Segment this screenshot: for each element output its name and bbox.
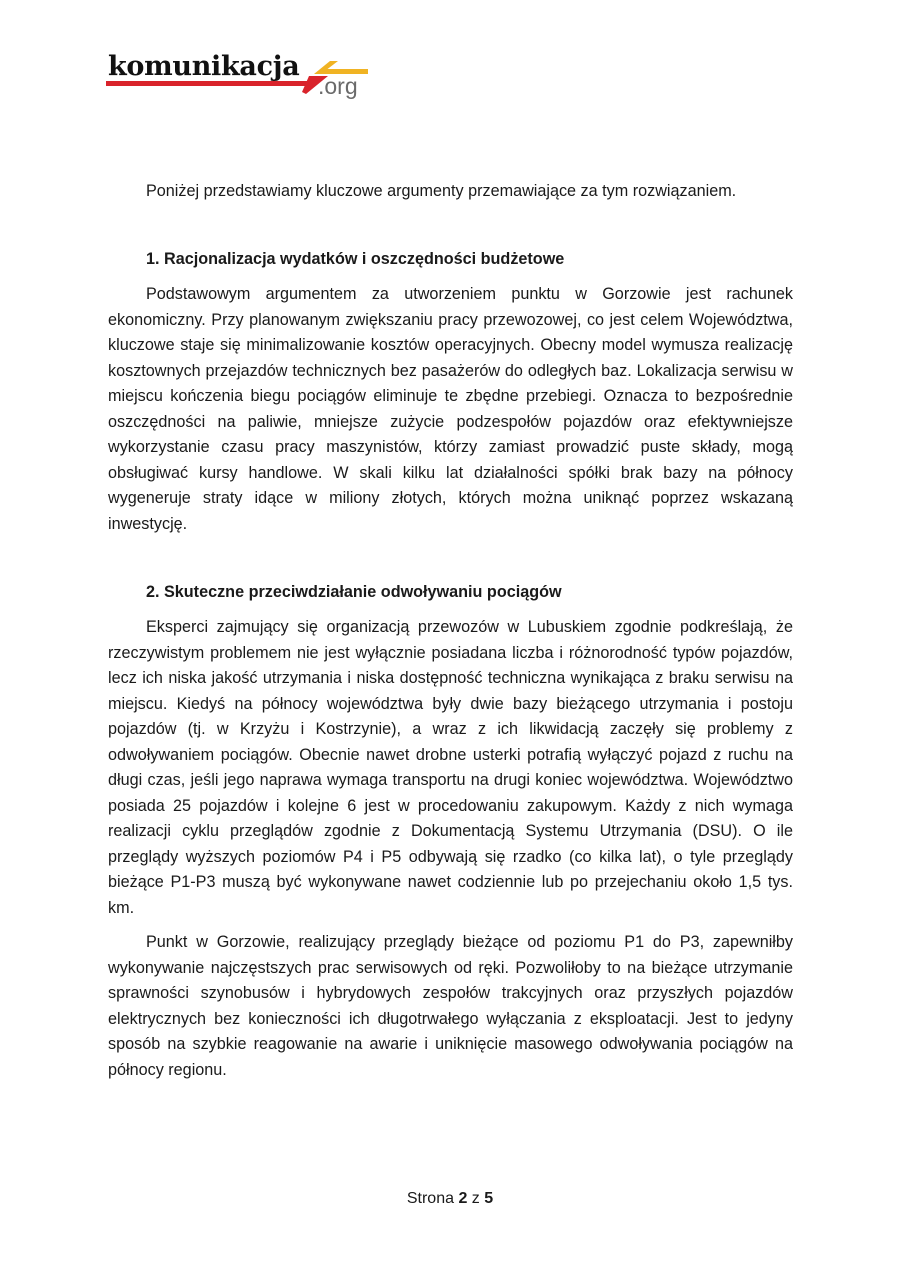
section-2-paragraph-1: Eksperci zajmujący się organizacją przewozów w Lubuskiem zgodnie podkreślają, że rzeczywistym problemem nie jest wyłącznie posiadana liczba i różnorodność typów pojazdów, lecz ich niska jakość utrzymania i niska dostępność techniczna wynikająca z braku serwisu na miejscu. Kiedyś na północy województwa były dwie bazy bieżącego utrzymania i postoju pojazdów (tj. w Krzyżu i Kostrzynie), a wraz z ich likwidacją zaczęły się problemy z odwoływaniem pociągów. Obecnie nawet drobne usterki potrafią wyłączyć pojazd z ruchu na długi czas, jeśli jego naprawa wymaga transportu na drugi koniec województwa. Województwo posiada 25 pojazdów i kolejne 6 jest w procedowaniu zakupowym. Każdy z nich wymaga realizacji cyklu przeglądów zgodnie z Dokumentacją Systemu Utrzymania (DSU). O ile przeglądy wyższych poziomów P4 i P5 odbywają się rzadko (co kilka lat), o tyle przeglądy bieżące P1-P3 muszą być wykonywane nawet codziennie lub po przejechaniu około 1,5 tys. km. [108,618,793,917]
current-page-number: 2 [458,1190,468,1207]
total-pages-number: 5 [484,1190,494,1207]
section-1-paragraph-1: Podstawowym argumentem za utworzeniem punktu w Gorzowie jest rachunek ekonomiczny. Przy planowanym zwiększaniu pracy przewozowej, co jest celem Województwa, kluczowe staje się minimalizowanie kosztów operacyjnych. Obecny model wymusza realizację kosztownych przejazdów technicznych bez pasażerów do odległych baz. Lokalizacja serwisu w miejscu kończenia biegu pociągów eliminuje te zbędne przebiegi. Oznacza to bezpośrednie oszczędności na paliwie, mniejsze zużycie podzespołów pojazdów oraz efektywniejsze wykorzystanie czasu pracy maszynistów, którzy zamiast prowadzić puste składy, mogą obsługiwać kursy handlowe. W skali kilku lat działalności spółki brak bazy na północy wygeneruje straty idące w miliony złotych, których można uniknąć poprzez wskazaną inwestycję. [108,285,793,533]
page-label: Strona [406,1190,454,1207]
logo-wordmark: komunikacja [108,51,300,82]
komunikacja-logo [106,52,376,104]
page-footer [0,1190,900,1208]
logo-suffix: .org [318,73,358,99]
section-2-paragraph-2: Punkt w Gorzowie, realizujący przeglądy bieżące od poziomu P1 do P3, zapewniłby wykonywanie najczęstszych prac serwisowych od ręki. Pozwoliłoby to na bieżące utrzymanie sprawności szynobusów i hybrydowych zespołów trakcyjnych oraz przyszłych pojazdów elektrycznych bez konieczności ich długotrwałego wyłączania z eksploatacji. Jest to jedyny sposób na szybkie reagowanie na awarie i uniknięcie masowego odwoływania pociągów na północy regionu. [108,933,793,1079]
section-2-heading: 2. Skuteczne przeciwdziałanie odwoływaniu pociągów [146,583,562,601]
page-separator: z [471,1190,480,1207]
intro-sentence: Poniżej przedstawiamy kluczowe argumenty przemawiające za tym rozwiązaniem. [146,182,737,200]
section-1-heading: 1. Racjonalizacja wydatków i oszczędności budżetowe [146,250,565,268]
